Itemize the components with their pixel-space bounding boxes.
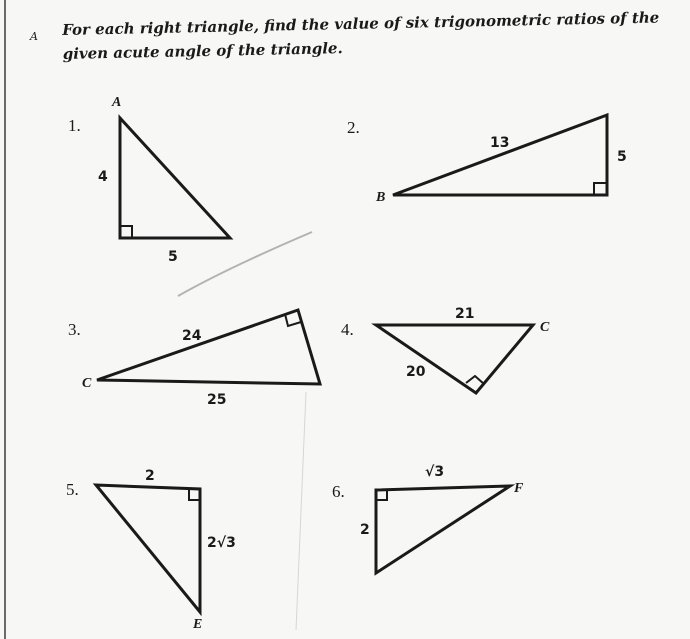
triangle-4 [376,325,533,393]
problem-1-number: 1. [68,116,81,135]
side-label-1b: 5 [168,249,178,265]
problem-6-number: 6. [332,482,345,501]
side-label-1a: 4 [98,169,108,185]
vertex-label-5: E [193,617,203,632]
vertex-label-4: C [540,320,550,335]
faint-fold-line [296,392,306,630]
side-label-4b: 20 [406,364,426,380]
side-label-5b: 2√3 [207,535,236,551]
vertex-label-3: C [82,376,92,391]
right-angle-marker-1 [120,226,132,238]
instruction-line-1: For each right triangle, find the value of six trigonometric ratios of the [62,8,660,39]
side-label-6a: √3 [425,464,445,480]
pencil-stroke [178,232,312,296]
problem-5-number: 5. [66,480,79,499]
side-label-3b: 25 [207,392,227,408]
problem-3-number: 3. [68,320,81,339]
section-mark: A [30,30,38,43]
right-angle-marker-5 [189,489,200,500]
side-label-4a: 21 [455,306,475,322]
triangle-2 [393,115,607,195]
side-label-2a: 13 [490,135,510,151]
side-label-6b: 2 [360,522,370,538]
triangle-5 [96,485,200,612]
right-angle-marker-4 [466,376,484,384]
instruction-line-2: given acute angle of the triangle. [62,39,343,63]
problem-2-number: 2. [347,118,360,137]
side-label-5a: 2 [145,468,155,484]
problem-4-number: 4. [341,320,354,339]
vertex-label-1: A [112,95,122,110]
vertex-label-2: B [376,190,386,205]
side-label-3a: 24 [182,328,202,344]
right-angle-marker-6 [376,490,387,500]
vertex-label-6: F [514,481,524,496]
side-label-2b: 5 [617,149,627,165]
right-angle-marker-2 [594,183,607,195]
triangle-1 [120,118,230,238]
triangle-6 [376,486,510,573]
